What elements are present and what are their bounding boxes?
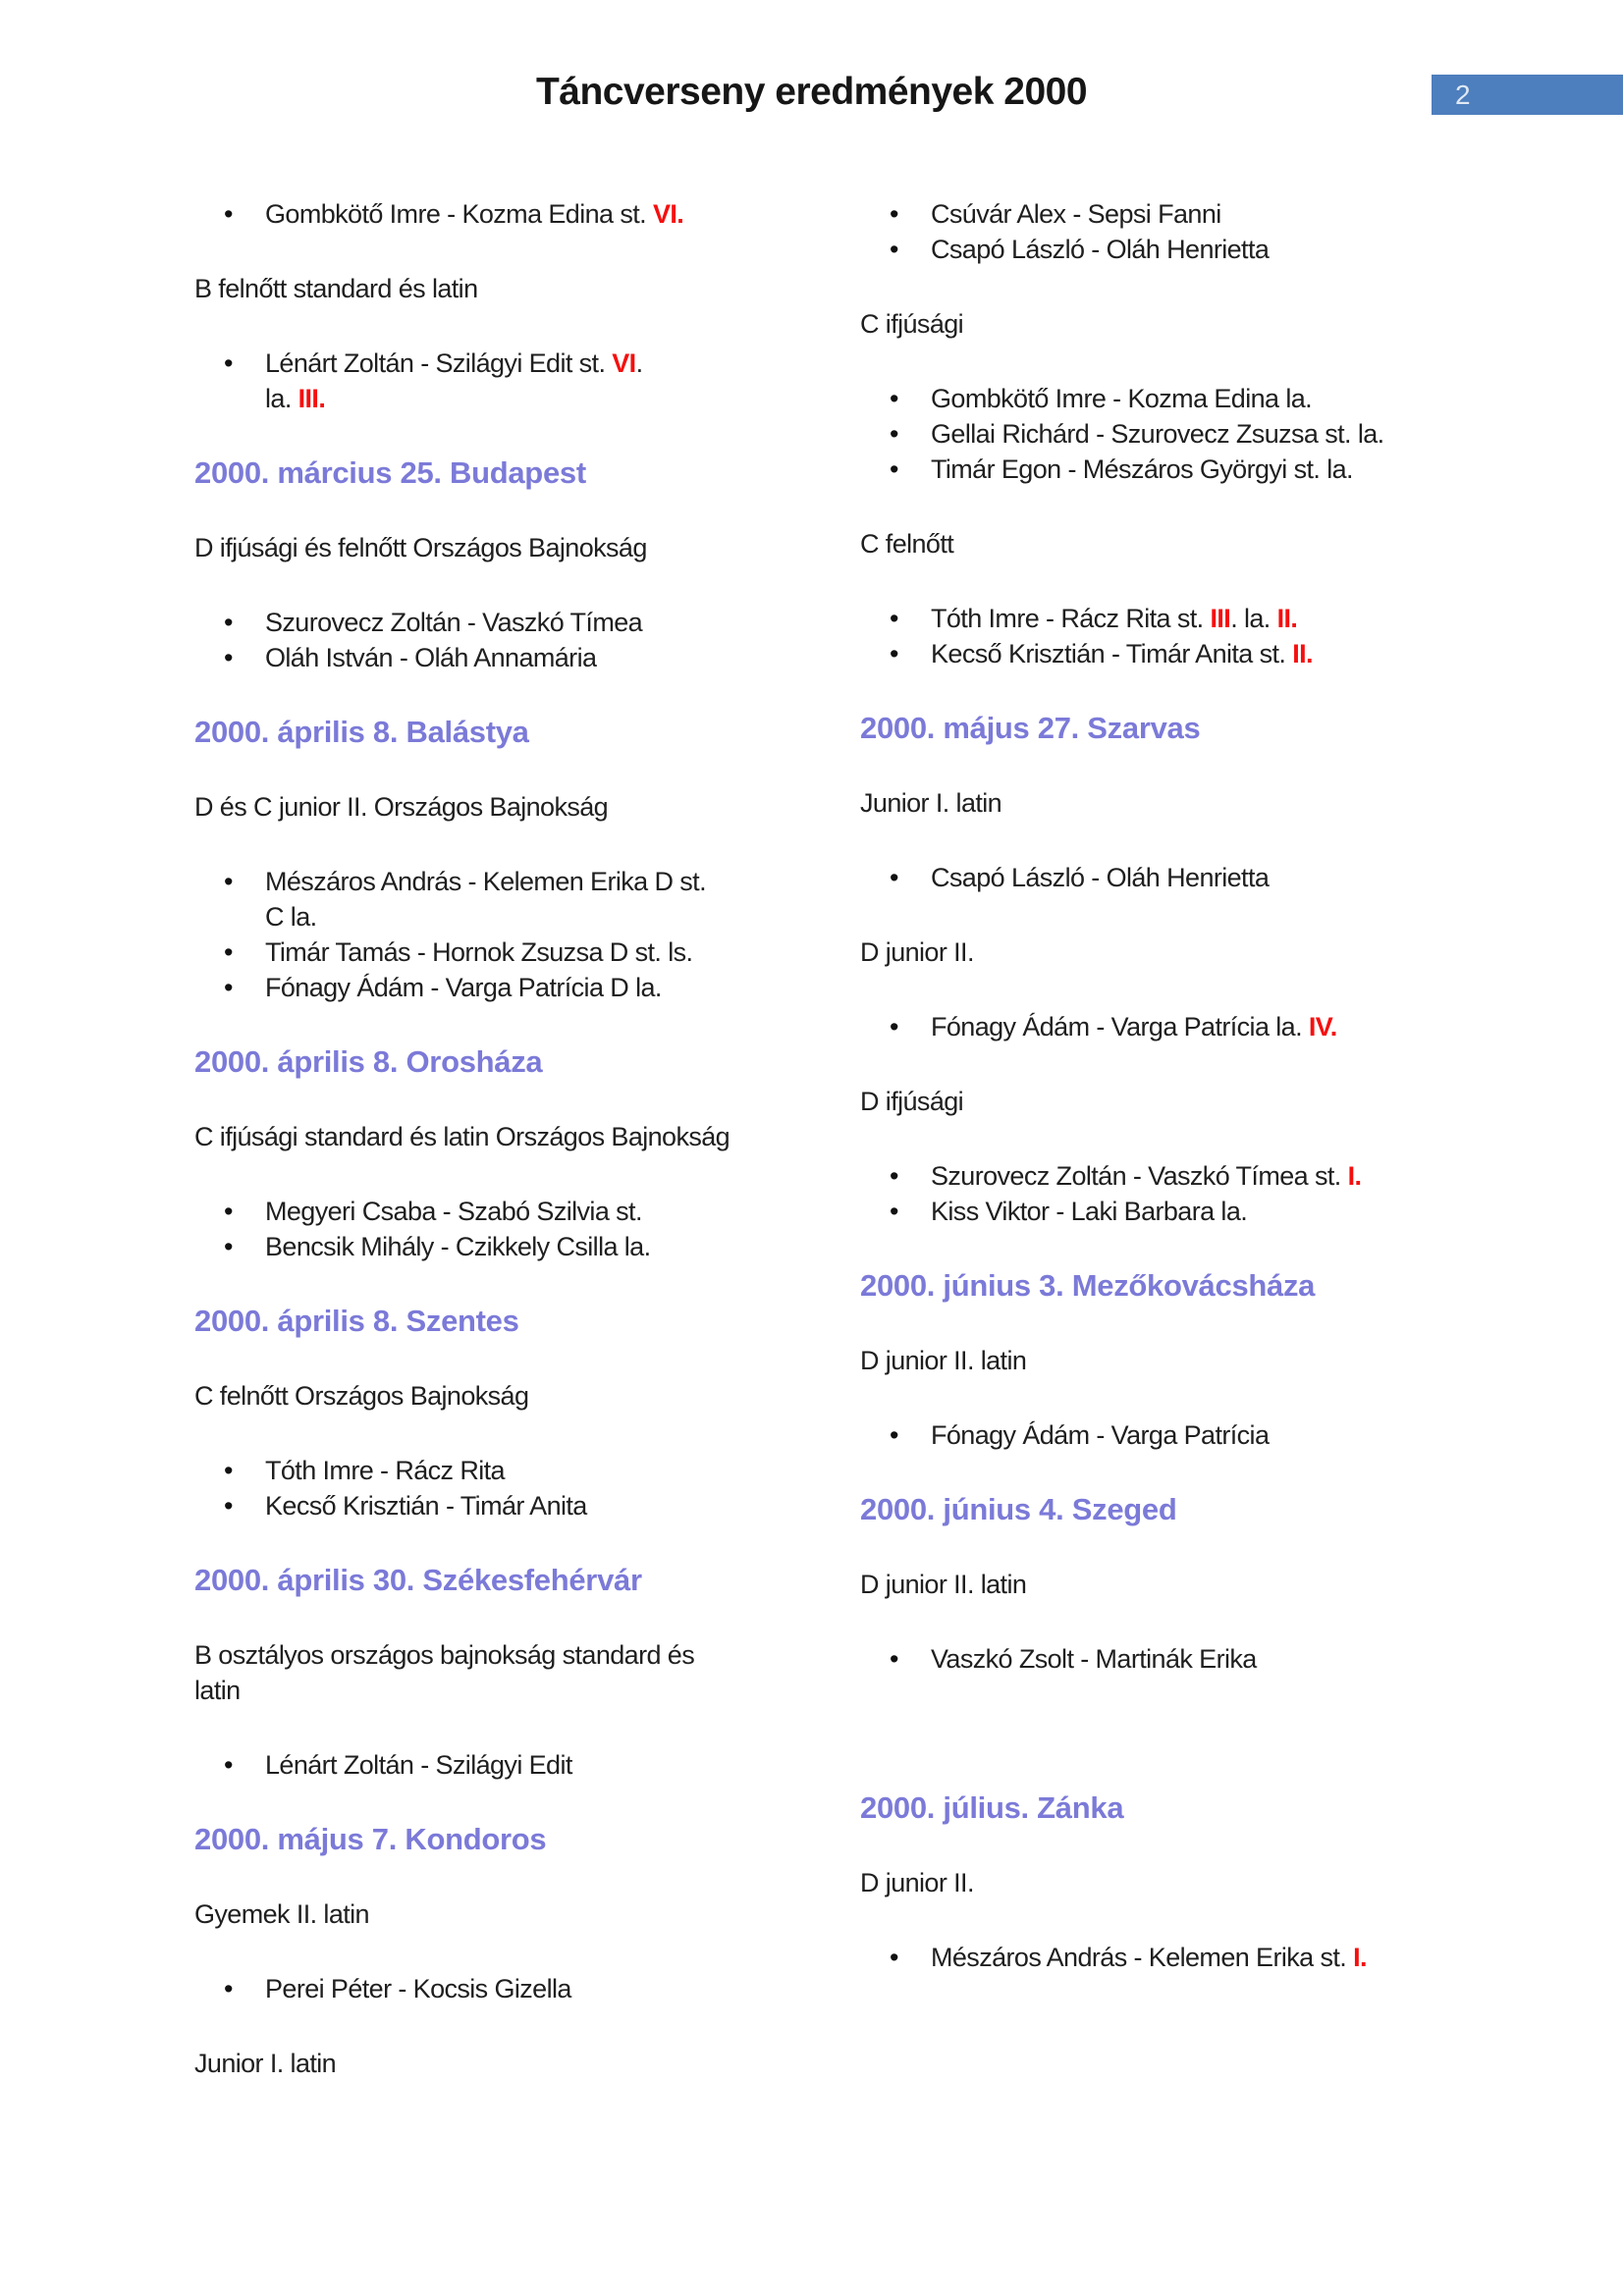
result-item [860,1009,1459,1044]
placement-highlight: I. [1347,1161,1362,1191]
text-run: 2000. április 8. Orosháza [194,1044,543,1079]
text-run: Kecső Krisztián - Timár Anita st. [931,639,1293,668]
text-run: D ifjúsági [860,1087,964,1116]
text-run: Junior I. latin [860,788,1002,818]
text-run: B osztályos országos bajnokság standard és [194,1640,695,1670]
text-run: C ifjúsági standard és latin Országos Bajnokság [194,1122,730,1151]
text-run: Fónagy Ádám - Varga Patrícia D la. [265,973,662,1002]
results-list [194,605,793,675]
column-right [860,196,1459,2014]
page-number: 2 [1455,80,1471,110]
text-run: Kiss Viktor - Laki Barbara la. [931,1197,1248,1226]
date-heading [194,715,793,750]
date-heading [860,1268,1459,1304]
text-run: Mészáros András - Kelemen Erika D st. [265,867,706,896]
result-item [860,381,1459,416]
results-list [860,1417,1459,1453]
date-heading [194,1822,793,1857]
date-heading [860,711,1459,746]
category-text [860,1084,1459,1119]
category-text [194,1896,793,1932]
text-run: 2000. március 25. Budapest [194,455,586,490]
text-run: 2000. július. Zánka [860,1790,1124,1825]
category-text [194,271,793,306]
result-item [860,1641,1459,1677]
text-run: Gombkötő Imre - Kozma Edina st. [265,199,653,229]
results-list [860,1009,1459,1044]
text-run: Lénárt Zoltán - Szilágyi Edit [265,1750,572,1780]
date-heading [860,1492,1459,1527]
text-run: Gyemek II. latin [194,1899,369,1929]
result-item [860,1194,1459,1229]
results-list [194,196,793,232]
text-run: . la. [1230,604,1277,633]
results-list [194,864,793,1005]
placement-highlight: VI. [652,199,684,229]
results-list [194,1747,793,1783]
results-list [860,601,1459,671]
result-item [194,934,793,970]
text-run: Kecső Krisztián - Timár Anita [265,1491,587,1521]
result-item [194,605,793,640]
text-run: D és C junior II. Országos Bajnokság [194,792,609,822]
text-run: 2000. június 4. Szeged [860,1492,1177,1526]
text-run: C felnőtt Országos Bajnokság [194,1381,529,1411]
text-run: Csapó László - Oláh Henrietta [931,235,1270,264]
results-list [860,860,1459,895]
text-run: Szurovecz Zoltán - Vaszkó Tímea st. [931,1161,1348,1191]
text-run: Szurovecz Zoltán - Vaszkó Tímea [265,608,643,637]
result-item [194,1194,793,1229]
category-text [860,1865,1459,1900]
results-list [194,1971,793,2006]
date-heading [194,1044,793,1080]
placement-highlight: III. [298,384,326,413]
placement-highlight: I. [1353,1943,1367,1972]
result-item [194,1747,793,1783]
text-run: D junior II. [860,1868,974,1897]
category-text [860,306,1459,342]
date-heading [194,455,793,491]
text-run: Fónagy Ádám - Varga Patrícia [931,1420,1270,1450]
result-item [860,416,1459,452]
text-run: Bencsik Mihály - Czikkely Csilla la. [265,1232,651,1261]
results-list [860,196,1459,267]
results-list [860,1940,1459,1975]
category-text [194,1119,793,1154]
result-item [860,1158,1459,1194]
text-run: D junior II. [860,937,974,967]
text-run: Gombkötő Imre - Kozma Edina la. [931,384,1313,413]
results-list [194,1194,793,1264]
text-run: Megyeri Csaba - Szabó Szilvia st. [265,1197,642,1226]
placement-highlight: III [1210,604,1231,633]
result-item [860,452,1459,487]
result-item [194,1488,793,1523]
text-run: C felnőtt [860,529,954,559]
column-left [194,196,793,2120]
result-item [194,346,793,416]
text-run: Tóth Imre - Rácz Rita st. [931,604,1211,633]
text-run: D junior II. latin [860,1570,1027,1599]
results-list [194,346,793,416]
text-run: . [635,348,643,378]
text-run: Lénárt Zoltán - Szilágyi Edit st. [265,348,613,378]
text-run: Tóth Imre - Rácz Rita [265,1456,505,1485]
text-run: 2000. április 30. Székesfehérvár [194,1563,642,1597]
text-run: C ifjúsági [860,309,964,339]
result-item [860,232,1459,267]
text-run: Junior I. latin [194,2049,337,2078]
results-list [194,1453,793,1523]
category-text [860,1343,1459,1378]
text-run: Oláh István - Oláh Annamária [265,643,597,672]
category-text [194,1378,793,1414]
result-item [860,1940,1459,1975]
text-run: Vaszkó Zsolt - Martinák Erika [931,1644,1257,1674]
category-text [194,789,793,825]
page-title: Táncverseny eredmények 2000 [535,71,1088,113]
text-run: 2000. május 27. Szarvas [860,711,1201,745]
placement-highlight: II. [1292,639,1313,668]
category-text [194,1637,793,1708]
text-run: Csúvár Alex - Sepsi Fanni [931,199,1221,229]
result-item [860,1417,1459,1453]
results-list [860,1641,1459,1677]
category-text [860,526,1459,561]
result-item [194,1229,793,1264]
text-run: Perei Péter - Kocsis Gizella [265,1974,571,2003]
date-heading [194,1304,793,1339]
text-run: D junior II. latin [860,1346,1027,1375]
result-item [194,970,793,1005]
page-number-box [1432,75,1623,115]
result-item [194,1971,793,2006]
text-run: Timár Egon - Mészáros Györgyi st. la. [931,454,1353,484]
category-text [194,530,793,565]
text-run: la. [265,384,298,413]
placement-highlight: IV. [1308,1012,1337,1041]
text-run: Fónagy Ádám - Varga Patrícia la. [931,1012,1309,1041]
result-item [194,864,793,934]
text-run: Csapó László - Oláh Henrietta [931,863,1270,892]
result-item [860,196,1459,232]
category-text [860,785,1459,821]
result-item [860,601,1459,636]
text-run: Mészáros András - Kelemen Erika st. [931,1943,1354,1972]
text-run: B felnőtt standard és latin [194,274,478,303]
text-run: Gellai Richárd - Szurovecz Zsuzsa st. la. [931,419,1384,449]
category-text [194,2046,793,2081]
date-heading [860,1790,1459,1826]
text-run: Timár Tamás - Hornok Zsuzsa D st. ls. [265,937,693,967]
result-item [194,640,793,675]
date-heading [194,1563,793,1598]
category-text [860,934,1459,970]
text-run: C la. [265,902,317,932]
results-list [860,1158,1459,1229]
text-run: 2000. június 3. Mezőkovácsháza [860,1268,1316,1303]
result-item [194,196,793,232]
category-text [860,1567,1459,1602]
results-list [860,381,1459,487]
result-item [194,1453,793,1488]
result-item [860,860,1459,895]
text-run: 2000. április 8. Balástya [194,715,529,749]
text-run: 2000. április 8. Szentes [194,1304,519,1338]
text-run: latin [194,1676,241,1705]
placement-highlight: II. [1276,604,1298,633]
text-run: 2000. május 7. Kondoros [194,1822,547,1856]
result-item [860,636,1459,671]
text-run: D ifjúsági és felnőtt Országos Bajnokság [194,533,647,562]
placement-highlight: VI [612,348,636,378]
